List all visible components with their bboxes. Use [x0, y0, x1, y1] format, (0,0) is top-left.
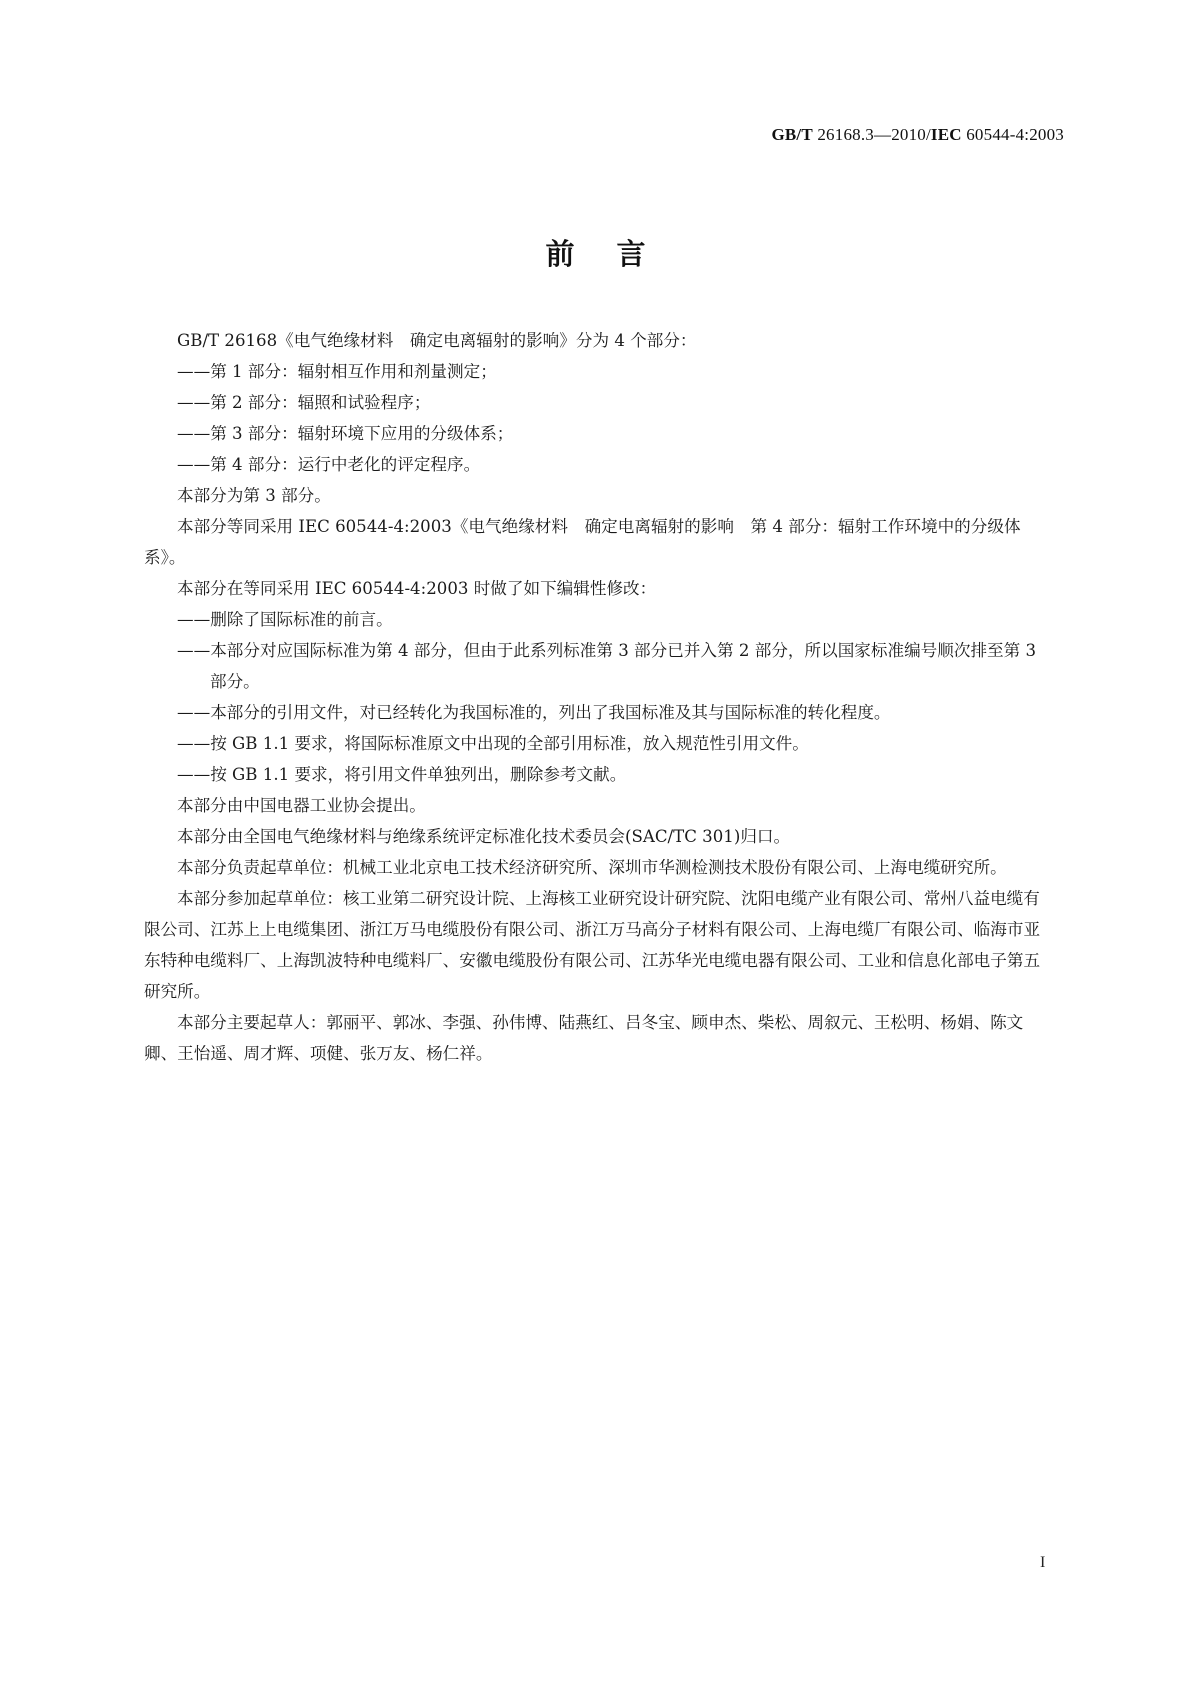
main-drafters: 本部分主要起草人：郭丽平、郭冰、李强、孙伟博、陆燕红、吕冬宝、顾申杰、柴松、周叙元、王松明、杨娟、陈文卿、王怡遥、周才辉、项健、张万友、杨仁祥。 [144, 1013, 1024, 1063]
code-tail: 60544-4:2003 [961, 125, 1064, 144]
standard-code-header [771, 125, 1064, 145]
modification-intro: 本部分在等同采用 IEC 60544-4:2003 时做了如下编辑性修改： [177, 579, 657, 598]
part-list-item: ——第 3 部分：辐射环境下应用的分级体系； [177, 424, 514, 443]
code-main: 26168.3—2010/ [812, 125, 931, 144]
modification-item: ——本部分的引用文件，对已经转化为我国标准的，列出了我国标准及其与国际标准的转化程度。 [177, 703, 891, 722]
intro-paragraph: GB/T 26168《电气绝缘材料 确定电离辐射的影响》分为 4 个部分： [177, 331, 697, 350]
drafting-units-lead: 本部分负责起草单位：机械工业北京电工技术经济研究所、深圳市华测检测技术股份有限公司、上海电缆研究所。 [177, 858, 1007, 877]
modification-item: ——按 GB 1.1 要求，将国际标准原文中出现的全部引用标准，放入规范性引用文件。 [177, 734, 809, 753]
modification-item: ——删除了国际标准的前言。 [177, 610, 393, 629]
code-iec: IEC [930, 125, 962, 144]
part-list-item: ——第 1 部分：辐射相互作用和剂量测定； [177, 362, 497, 381]
drafting-units-participating: 本部分参加起草单位：核工业第二研究设计院、上海核工业研究设计研究院、沈阳电缆产业有限公司、常州八益电缆有限公司、江苏上上电缆集团、浙江万马电缆股份有限公司、浙江万马高分子材料有限公司、上海电缆厂有限公司、临海市亚东特种电缆料厂、上海凯波特种电缆料厂、安徽电缆股份有限公司、江苏华光电缆电器有限公司、工业和信息化部电子第五研究所。 [144, 889, 1041, 1001]
foreword-body [144, 325, 1054, 1069]
committee-statement: 本部分由全国电气绝缘材料与绝缘系统评定标准化技术委员会(SAC/TC 301)归口。 [177, 827, 791, 846]
part-list-item: ——第 2 部分：辐照和试验程序； [177, 393, 431, 412]
part-statement: 本部分为第 3 部分。 [177, 486, 331, 505]
adoption-statement: 本部分等同采用 IEC 60544-4:2003《电气绝缘材料 确定电离辐射的影响 第 4 部分：辐射工作环境中的分级体系》。 [144, 517, 1021, 567]
modification-item: ——本部分对应国际标准为第 4 部分，但由于此系列标准第 3 部分已并入第 2 部分，所以国家标准编号顺次排至第 3 部分。 [177, 641, 1037, 691]
page-number: I [1040, 1554, 1046, 1571]
code-prefix: GB/T [771, 125, 813, 144]
modification-item: ——按 GB 1.1 要求，将引用文件单独列出，删除参考文献。 [177, 765, 627, 784]
proposer-statement: 本部分由中国电器工业协会提出。 [177, 796, 426, 815]
page-title: 前言 [545, 237, 688, 271]
part-list-item: ——第 4 部分：运行中老化的评定程序。 [177, 455, 481, 474]
